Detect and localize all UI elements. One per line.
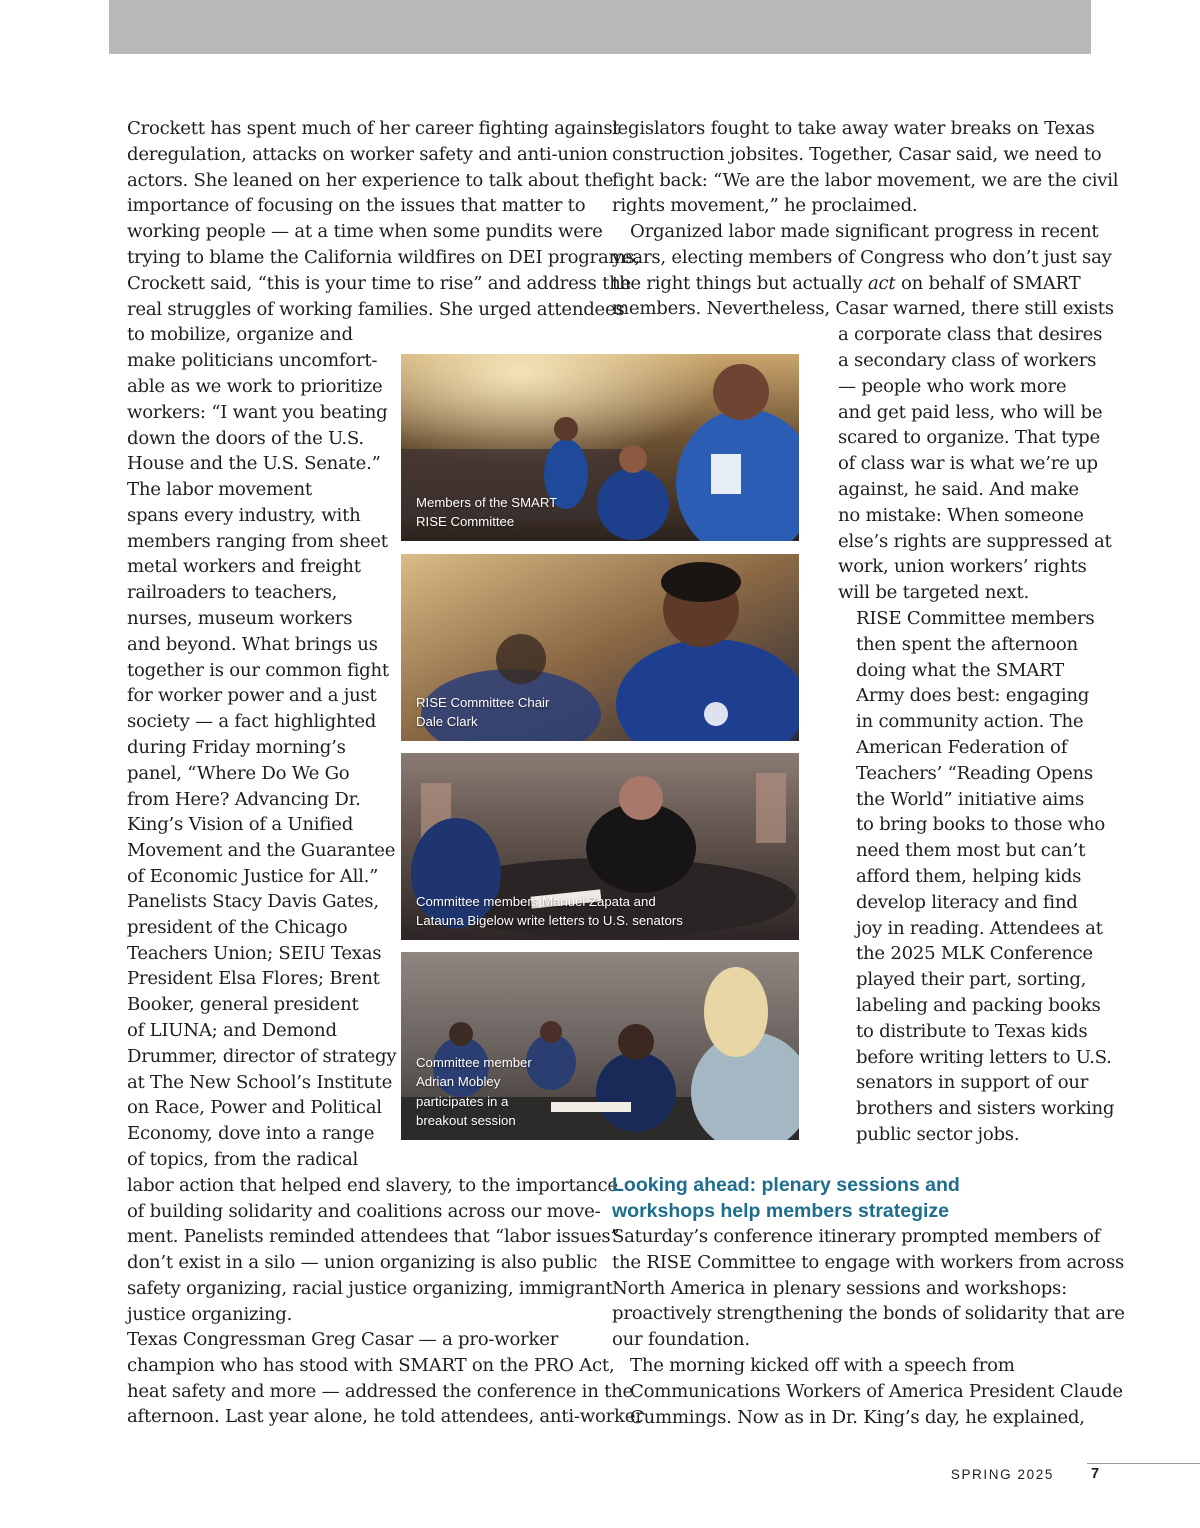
photo-caption: Committee member Adrian Mobley participates in a breakout session (416, 1055, 532, 1128)
photo-committee-letter-writing (401, 753, 799, 940)
photo-caption: Committee members Manuel Zapata and Latauna Bigelow write letters to U.S. senators (416, 894, 683, 929)
body-paragraph: Organized labor made significant progress in recent years, electing members of Congress who don’t just say the right things but actually act on behalf of SMART members. Nevertheless, Casar warned, there still exists a corporate class that desires a secondary class of workers — people who work more and get paid less, who will be scared to organize. That type of class war is what we’re up against, he said. And make no mistake: When someone else’s rights are suppressed at work, union workers’ rights will be targeted next. (612, 221, 1114, 604)
top-banner-bar (109, 0, 1091, 54)
footer-rule (1087, 1463, 1200, 1464)
page-number: 7 (1091, 1466, 1100, 1482)
body-paragraph: The morning kicked off with a speech from Communications Workers of America President Claude Cummings. Now as in Dr. King’s day, he explained, (630, 1355, 1123, 1428)
body-paragraph: legislators fought to take away water breaks on Texas construction jobsites. Together, Casar said, we need to fight back: “We are the labor movement, we are the civil rights movement,” he proclaimed. (612, 118, 1119, 217)
body-paragraph: Crockett has spent much of her career fighting against deregulation, attacks on worker safety and anti-union actors. She leaned on her experience to talk about the importance of focusing on the issues that matter to working people — at a time when some pundits were trying to blame the California wildfires on DEI programs, Crockett said, “this is your time to rise” and address the real struggles of working families. She urged attendees to mobilize, organize and make politicians uncomfort- able as we work to prioritize workers: “I want you beating down the doors of the U.S. House and the U.S. Senate.” (127, 118, 640, 475)
emphasis-line: the right things but actually act on behalf of SMART (612, 272, 1081, 294)
photo-rise-committee-members (401, 354, 799, 541)
photo-breakout-session (401, 952, 799, 1140)
issue-label: SPRING 2025 (950, 1467, 1054, 1482)
photo-caption: Members of the SMART RISE Committee (416, 495, 558, 530)
body-paragraph: Texas Congressman Greg Casar — a pro-worker champion who has stood with SMART on the PRO Act, heat safety and more — addressed the conference in the afternoon. Last year alone, he told attendees, anti-worker (127, 1329, 644, 1428)
body-paragraph: Panelists Stacy Davis Gates, president of the Chicago Teachers Union; SEIU Texas President Elsa Flores; Brent Booker, general president of LIUNA; and Demond Drummer, director of strategy at The New School’s Institute on Race, Power and Political Economy, dove into a range of topics, from the radical labor action that helped end slavery, to the importance of building solidarity and coalitions across our move- ment. Panelists reminded attendees that “labor issues” don’t exist in a silo — union organizing is also public safety organizing, racial justice organizing, immigrant justice organizing. (127, 891, 620, 1325)
body-paragraph: RISE Committee members then spent the afternoon doing what the SMART Army does best: engaging in community action. The American Federation of Teachers’ “Reading Opens the World” initiative aims to bring books to those who need them most but can’t afford them, helping kids develop literacy and find joy in reading. Attendees at the 2025 MLK Conference played their part, sorting, labeling and packing books to distribute to Texas kids before writing letters to U.S. senators in support of our brothers and sisters working public sector jobs. (856, 608, 1115, 1145)
photo-caption: RISE Committee Chair Dale Clark (416, 695, 550, 730)
photo-rise-committee-chair (401, 554, 799, 741)
body-paragraph: Saturday’s conference itinerary prompted members of the RISE Committee to engage with workers from across North America in plenary sessions and workshops: proactively strengthening the bonds of solidarity that are our foundation. (612, 1226, 1125, 1351)
body-paragraph: The labor movement spans every industry, with members ranging from sheet metal workers and freight railroaders to teachers, nurses, museum workers and beyond. What brings us together is our common fight for worker power and a just society — a fact highlighted during Friday morning’s panel, “Where Do We Go from Here? Advancing Dr. King’s Vision of a Unified Movement and the Guarantee of Economic Justice for All.” (127, 479, 396, 887)
section-heading: Looking ahead: plenary sessions and workshops help members strategize (612, 1174, 960, 1222)
